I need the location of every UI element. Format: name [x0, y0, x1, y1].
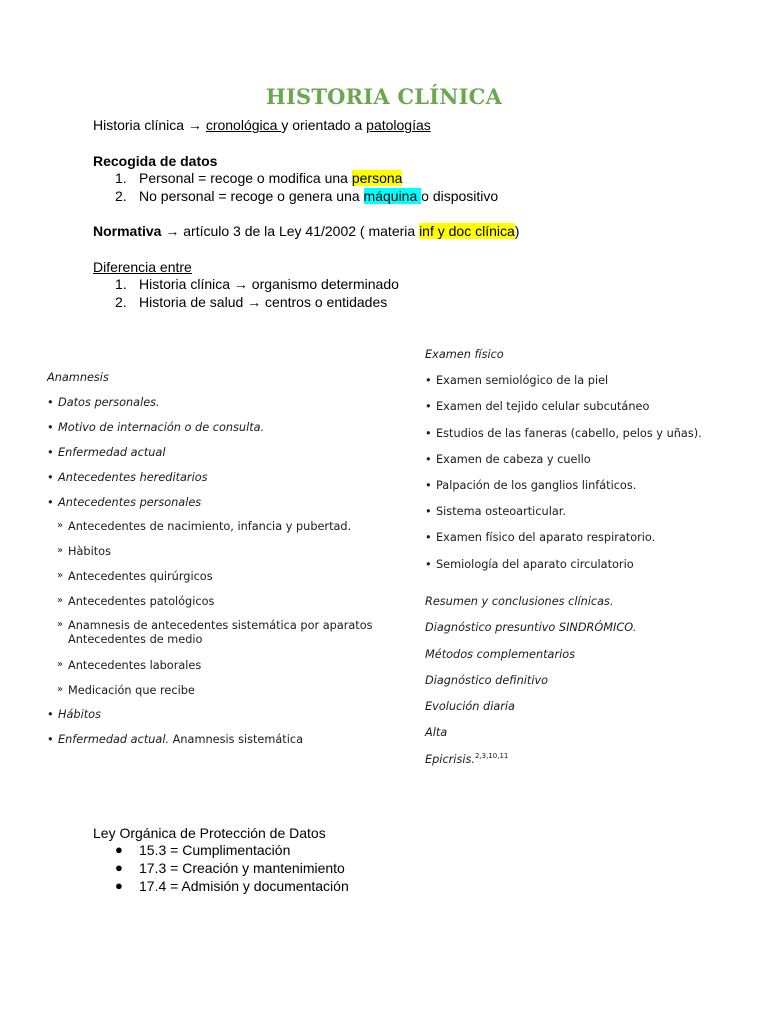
list-item: ● 17.4 = Admisión y documentación: [115, 878, 349, 894]
highlight-maquina: máquina: [363, 188, 422, 204]
diferencia-list: [93, 275, 399, 311]
intro-cronologica: cronológica: [205, 117, 282, 133]
lopd-list: [93, 841, 349, 895]
list-item: 1. Personal = recoge o modifica una persona: [115, 170, 403, 186]
section-resumen: Resumen y conclusiones clínicas.: [425, 595, 614, 608]
section-metodos: Métodos complementarios: [425, 648, 576, 661]
highlight-inf-doc: inf y doc clínica: [419, 223, 515, 239]
lopd-heading: Ley Orgánica de Protección de Datos: [93, 825, 326, 841]
bullet-icon: ●: [115, 842, 123, 857]
page-title: HISTORIA CLÍNICA: [265, 84, 503, 109]
epicrisis-references: 2,3,10,11: [474, 752, 509, 760]
section-epicrisis: Epicrisis.$^{2,3,10,11}$: [425, 752, 509, 766]
bullet-icon: ●: [115, 860, 123, 875]
list-item: 2. No personal = recoge o genera una máquina o dispositivo: [115, 188, 499, 204]
anamnesis-heading: Anamnesis: [47, 371, 109, 384]
section-evolucion: Evolución diaria: [425, 700, 515, 713]
list-item: ● 17.3 = Creación y mantenimiento: [115, 860, 345, 876]
recogida-list: [93, 169, 498, 205]
intro-prefix: Historia clínica →: [93, 117, 206, 133]
section-diagnostico-presuntivo: Diagnóstico presuntivo SINDRÓMICO.: [425, 621, 637, 634]
intro-line: [93, 116, 431, 134]
diferencia-heading: Diferencia entre: [93, 259, 192, 275]
examen-fisico-heading: Examen físico: [425, 348, 504, 361]
normativa-label: Normativa: [93, 223, 162, 239]
section-diagnostico-definitivo: Diagnóstico definitivo: [425, 674, 549, 687]
bullet-icon: ●: [115, 878, 123, 893]
intro-middle: y orientado a: [281, 117, 367, 133]
intro-patologias: patologías: [366, 117, 431, 133]
list-item: 1. Historia clínica → organismo determinado: [115, 276, 399, 292]
list-item: 2. Historia de salud → centros o entidades: [115, 294, 388, 310]
section-alta: Alta: [425, 726, 448, 739]
normativa-line: Normativa → artículo 3 de la Ley 41/2002 ( materia inf y doc clínica): [93, 223, 520, 239]
highlight-persona: persona: [351, 170, 403, 186]
list-item: ● 15.3 = Cumplimentación: [115, 842, 291, 858]
recogida-heading: Recogida de datos: [93, 153, 218, 169]
